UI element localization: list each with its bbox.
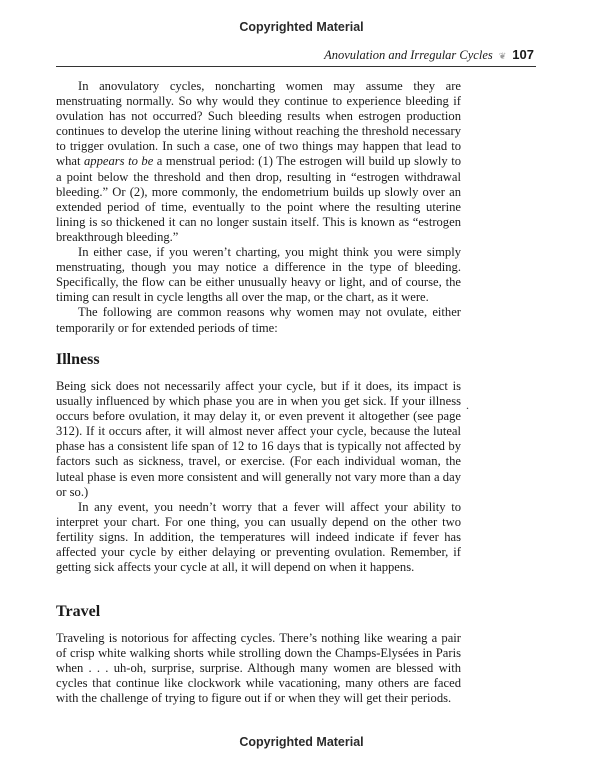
illness-section [56,379,461,575]
copyright-header: Copyrighted Material [239,20,364,34]
running-head [324,47,534,63]
intro-paragraph-1-text-b: a menstrual period: (1) The estrogen will build up slowly to a point below the threshold and then drop, resulting in “estrogen withdrawal bleeding.” Or (2), more commonly, the endometrium builds up slowly over an extended period of time, eventually to the point where the resulting uterine lining is so thickened it can no longer sustain itself. This is known as “estrogen breakthrough bleeding.” [56,154,462,244]
copyright-footer: Copyrighted Material [239,735,364,749]
intro-section [56,79,461,336]
stray-mark: . [466,398,469,412]
intro-paragraph-3: The following are common reasons why women may not ovulate, either temporarily or for extended periods of time: [56,305,461,335]
section-heading-travel: Travel [56,603,101,620]
running-head-title: Anovulation and Irregular Cycles [324,48,493,62]
fleuron-ornament-icon: ❦ [498,51,507,61]
illness-paragraph-1: Being sick does not necessarily affect your cycle, but if it does, its impact is usually influenced by which phase you are in when you get sick. If your illness occurs before ovulation, it may delay it, or even prevent it altogether (see page 312). If it occurs after, it will almost never affect your cycle, because the luteal phase has a consistent life span of 12 to 16 days that is typically not affected by factors such as sickness, travel, or exercise. (For each individual woman, the luteal phase is even more consistent and will generally not vary more than a day or so.) [56,379,461,499]
travel-paragraph-1: Traveling is notorious for affecting cycles. There’s nothing like wearing a pair of crisp white walking shorts while strolling down the Champs-Elysées in Paris when . . . uh-oh, surprise, surprise. Although many women are blessed with cycles that continue like clockwork while vacationing, many others are faced with the challenge of trying to figure out if or when they will get their periods. [56,631,461,706]
header-rule [56,66,536,67]
intro-paragraph-1-emphasis: appears to be [84,154,154,169]
intro-paragraph-1 [56,79,461,245]
travel-section [56,631,461,706]
page-number: 107 [512,47,534,62]
intro-paragraph-1-text-a: In anovulatory cycles, noncharting women may assume they are menstruating normally. So why would they continue to experience bleeding if ovulation has not occurred? Such bleeding results when estrogen production continues to develop the uterine lining without reaching the threshold necessary to trigger ovulation. In such a case, one of two things may happen that lead to what [56,79,461,169]
intro-paragraph-2: In either case, if you weren’t charting, you might think you were simply menstruating, though you may notice a difference in the type of bleeding. Specifically, the flow can be either unusually heavy or light, and of course, the timing can result in cycle lengths all over the map, or the chart, as it were. [56,245,461,305]
illness-paragraph-2: In any event, you needn’t worry that a fever will affect your ability to interpret your chart. For one thing, you can usually depend on the other two fertility signs. In addition, the temperatures will indeed indicate if fever has affected your cycle by either delaying or preventing ovulation. Remember, if getting sick affects your cycle at all, it will depend on when it happens. [56,499,461,575]
section-heading-illness: Illness [56,351,100,368]
